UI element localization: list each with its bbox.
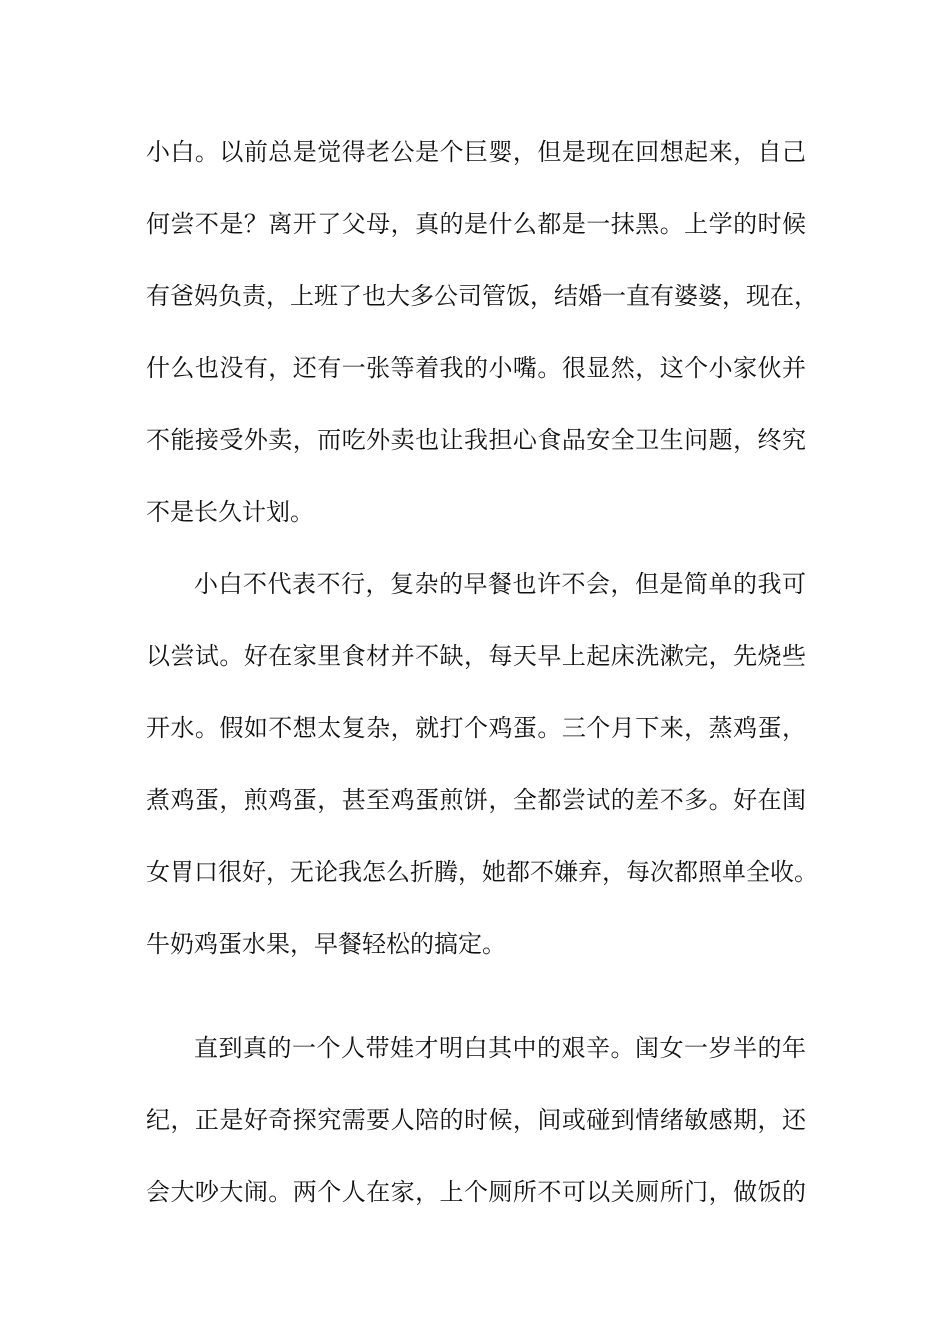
text-line: 有爸妈负责，上班了也大多公司管饭，结婚一直有婆婆，现在， xyxy=(146,282,818,310)
text-line: 牛奶鸡蛋水果，早餐轻松的搞定。 xyxy=(146,930,506,958)
text-line: 什么也没有，还有一张等着我的小嘴。很显然，这个小家伙并 xyxy=(146,354,806,382)
paragraph-first-line: 小白不代表不行，复杂的早餐也许不会，但是简单的我可 xyxy=(194,570,806,598)
text-line: 小白。以前总是觉得老公是个巨婴，但是现在回想起来，自己 xyxy=(146,138,806,166)
text-line: 不能接受外卖，而吃外卖也让我担心食品安全卫生问题，终究 xyxy=(146,426,806,454)
text-line: 何尝不是？离开了父母，真的是什么都是一抹黑。上学的时候 xyxy=(146,210,806,238)
text-line: 纪，正是好奇探究需要人陪的时候，间或碰到情绪敏感期，还 xyxy=(146,1106,806,1134)
text-line: 煮鸡蛋，煎鸡蛋，甚至鸡蛋煎饼，全都尝试的差不多。好在闺 xyxy=(146,786,806,814)
text-line: 会大吵大闹。两个人在家，上个厕所不可以关厕所门，做饭的 xyxy=(146,1178,806,1206)
text-line: 开水。假如不想太复杂，就打个鸡蛋。三个月下来，蒸鸡蛋， xyxy=(146,714,806,742)
paragraph-first-line: 直到真的一个人带娃才明白其中的艰辛。闺女一岁半的年 xyxy=(194,1034,806,1062)
text-line: 以尝试。好在家里食材并不缺，每天早上起床洗漱完，先烧些 xyxy=(146,642,806,670)
text-line: 不是长久计划。 xyxy=(146,498,314,526)
text-line: 女胃口很好，无论我怎么折腾，她都不嫌弃，每次都照单全收。 xyxy=(146,858,818,886)
